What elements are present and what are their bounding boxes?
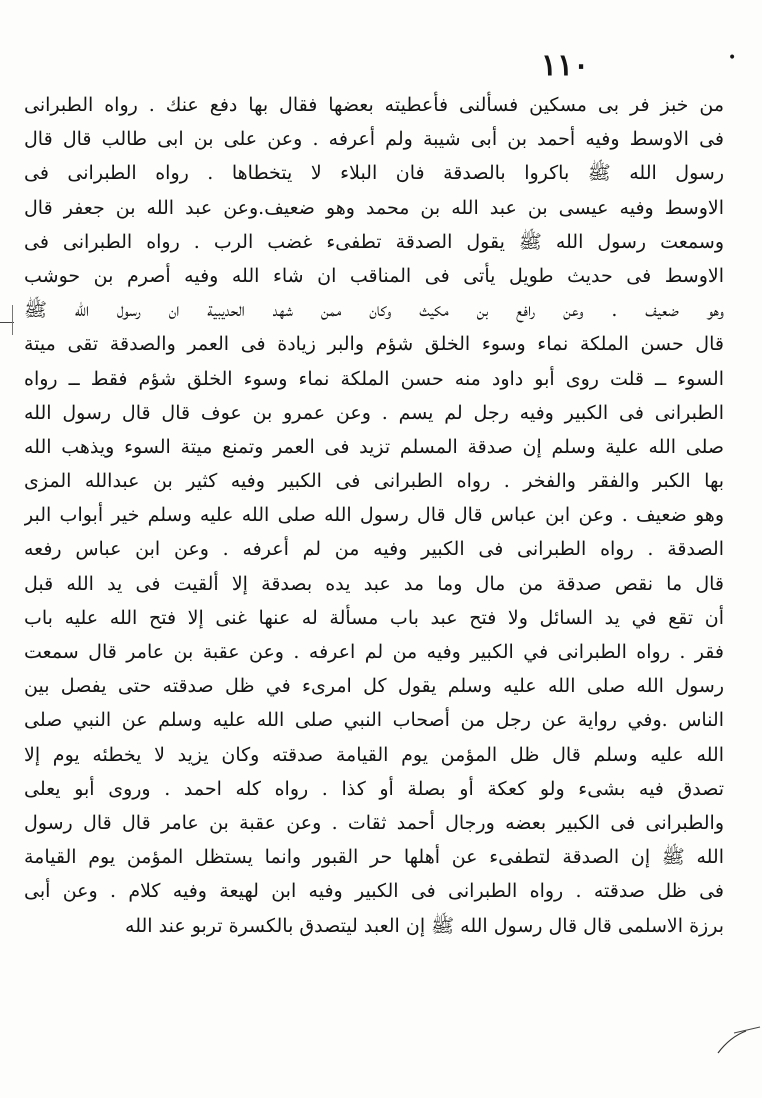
text-line: برزة الاسلمى قال قال رسول الله ﷺ إن العبد ليتصدق بالكسرة تربو عند الله bbox=[125, 914, 724, 937]
page-number: ١١٠ bbox=[540, 48, 590, 83]
text-line: أن تقع في يد السائل ولا فتح عبد باب مسألة له عنها غنى إلا فتح الله عليه باب bbox=[24, 606, 724, 629]
text-line: قال حسن الملكة نماء وسوء الخلق شؤم والبر زيادة فى العمر والصدقة تقى ميتة bbox=[24, 333, 724, 356]
text-line: رسول الله صلى الله عليه وسلم يقول كل امرىء في ظل صدقته حتى يفصل بين bbox=[24, 675, 724, 698]
text-line: السوء ــ قلت روى أبو داود منه حسن الملكة نماء وسوء الخلق شؤم فقط ــ رواه bbox=[24, 367, 724, 390]
text-line: وهو ضعيف . وعن ابن عباس قال قال رسول الله صلى الله عليه وسلم خير أبواب البر bbox=[24, 504, 724, 527]
text-line: قال ما نقص صدقة من مال وما مد عبد يده بصدقة إلا ألقيت فى يد الله قبل bbox=[24, 572, 724, 595]
text-body bbox=[24, 88, 724, 943]
text-line: والطبرانى فى الكبير بعضه ورجال أحمد ثقات . وعن عقبة بن عامر قال قال رسول bbox=[24, 811, 724, 834]
text-line: فى الاوسط وفيه أحمد بن أبى شيبة ولم أعرفه . وعن على بن ابى طالب قال قال bbox=[24, 128, 724, 151]
text-line: الاوسط وفيه عيسى بن عبد الله بن محمد وهو ضعيف.وعن عبد الله بن جعفر قال bbox=[24, 196, 724, 219]
text-line: رسول الله ﷺ باكروا بالصدقة فان البلاء لا يتخطاها . رواه الطبرانى فى bbox=[24, 162, 724, 185]
text-line: وسمعت رسول الله ﷺ يقول الصدقة تطفىء غضب الرب . رواه الطبرانى فى bbox=[24, 230, 724, 253]
text-line: تصدق فيه بشىء ولو كعكة أو بصلة أو كذا . رواه كله احمد . وروى أبو يعلى bbox=[24, 777, 724, 800]
text-line: فقر . رواه الطبرانى في الكبير وفيه من لم اعرفه . وعن عقبة بن عامر قال سمعت bbox=[24, 641, 724, 663]
text-line: فى ظل صدقته . رواه الطبرانى فى الكبير وفيه ابن لهيعة وفيه كلام . وعن أبى bbox=[24, 880, 724, 903]
margin-rule-vertical bbox=[12, 305, 13, 335]
text-line: من خبز فر بى مسكين فسألنى فأعطيته بعضها فقال بها دفع عنك . رواه الطبرانى bbox=[24, 94, 724, 116]
text-line: بها الكبر والفقر والفخر . رواه الطبرانى فى الكبير وفيه كثير بن عبدالله المزى bbox=[24, 470, 724, 493]
text-line: الله عليه وسلم قال ظل المؤمن يوم القيامة صدقته وكان يزيد لا يخطئه يوم إلا bbox=[24, 743, 724, 766]
text-line: صلى الله علية وسلم إن صدقة المسلم تزيد فى العمر وتمنع ميتة السوء ويذهب الله bbox=[24, 435, 724, 458]
text-line: وهو ضعيف . وعن رافع بن مكيث وكان ممن شهد الحديبية ان رسول الله ﷺ bbox=[24, 299, 724, 322]
text-line: الناس .وفي رواية عن رجل من أصحاب النبي صلى الله عليه وسلم عن النبي صلى bbox=[24, 709, 724, 732]
text-line: الاوسط فى حديث طويل يأتى فى المناقب ان شاء الله وفيه أصرم بن حوشب bbox=[24, 264, 724, 287]
text-line: الطبرانى فى الكبير وفيه رجل لم يسم . وعن عمرو بن عوف قال قال رسول الله bbox=[24, 401, 724, 424]
scan-stroke-mark bbox=[716, 1025, 762, 1055]
corner-mark: • bbox=[728, 50, 737, 66]
text-line: الله ﷺ إن الصدقة لتطفىء عن أهلها حر القبور وانما يستظل المؤمن يوم القيامة bbox=[24, 846, 724, 869]
text-line: الصدقة . رواه الطبرانى فى الكبير وفيه من لم أعرفه . وعن ابن عباس رفعه bbox=[24, 538, 724, 561]
